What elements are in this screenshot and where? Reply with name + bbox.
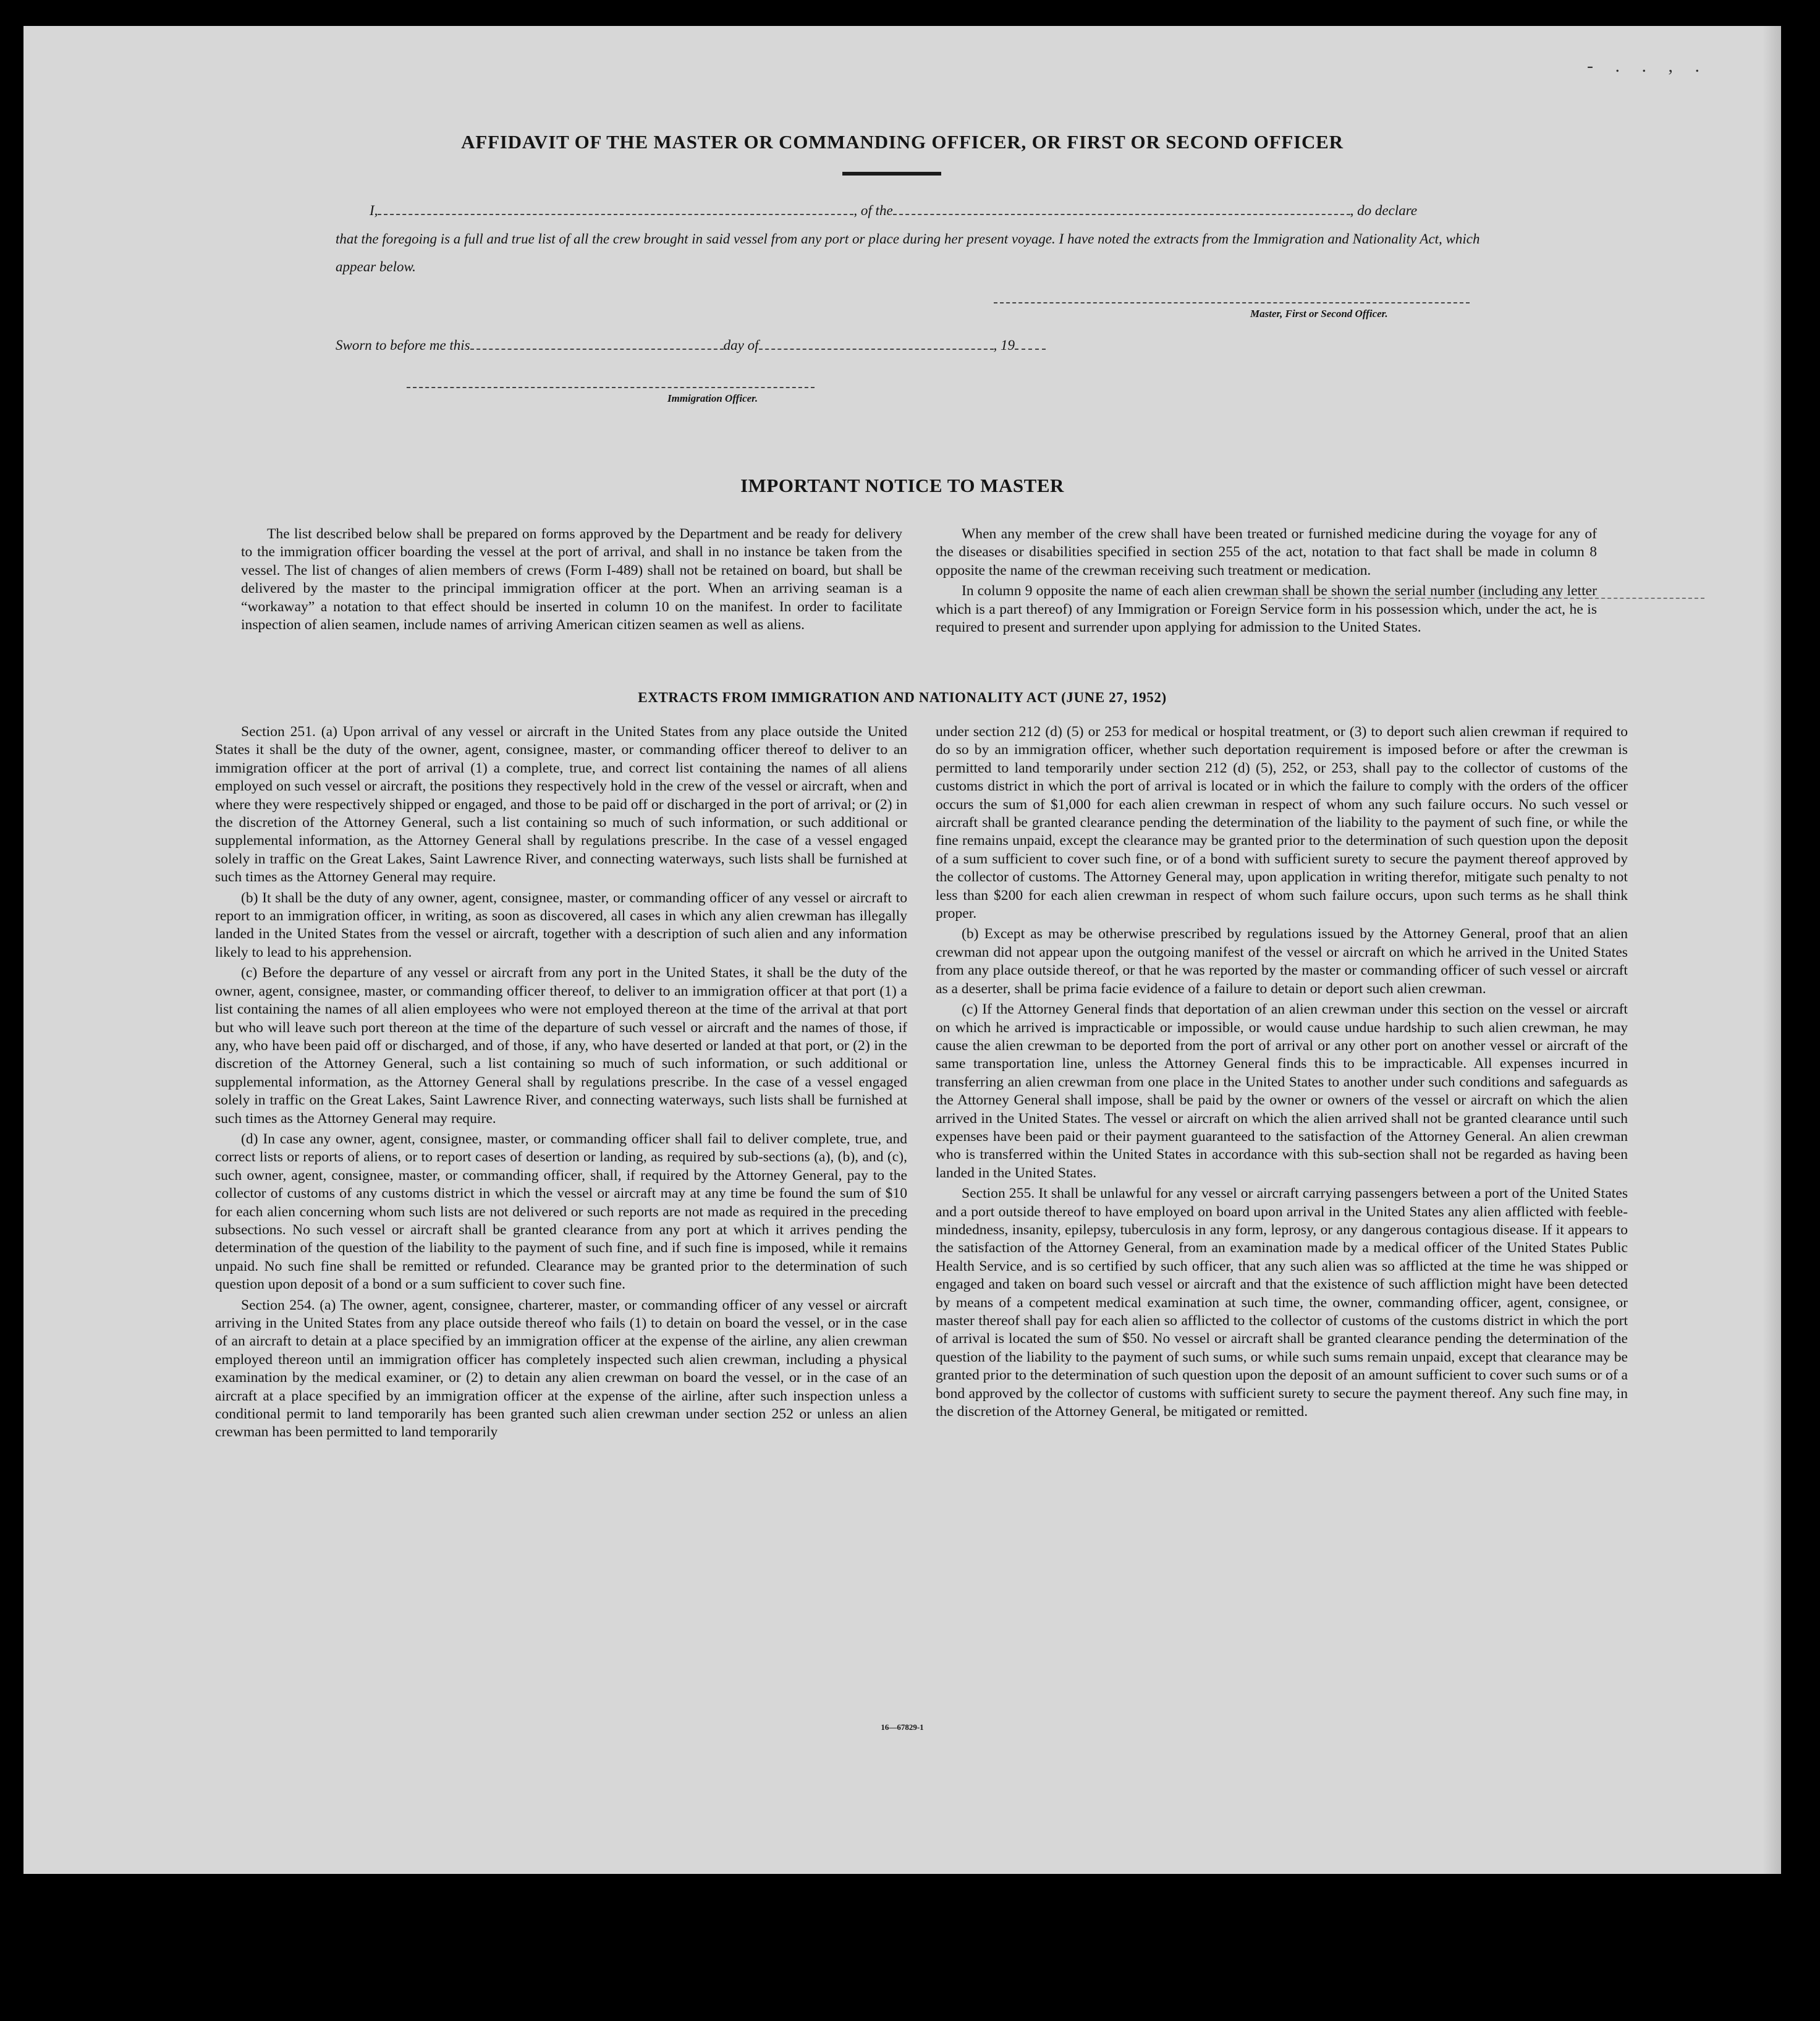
sworn-month-blank[interactable] (759, 348, 994, 350)
name-blank[interactable] (378, 213, 853, 215)
notice-left-paragraph: The list described below shall be prepared on forms approved by the Department and be ready for delivery to the immigration officer boarding the vessel at the port of arrival, and shall in no instance be taken from the vessel. The list of changes of alien members of crews (Form I-489) shall not be retained on board, but shall be delivered by the master to the principal immigration officer at the port. When an arriving seaman is a “workaway” a notation to that effect should be inserted in column 10 on the manifest. In order to facilitate inspection of alien seamen, include names of arriving American citizen seamen as well as aliens. (241, 526, 902, 633)
extracts-right-column (936, 723, 1628, 1423)
sworn-day-label: day of (723, 337, 759, 353)
page-edge-shadow (1763, 26, 1781, 1874)
section-251-c: (c) Before the departure of any vessel or aircraft from any port in the United States, it shall be the duty of the owner, agent, consignee, master, or commanding officer thereof, to deliver to an immigration officer at that port (1) a list containing the names of all alien employees who were not employed thereon at the time of the arrival at that port but who will leave such port thereon at the time of the departure of such vessel or aircraft and the names of those, if any, who have been paid off or discharged, and of those, if any, who have deserted or landed at that port, or (2) in the discretion of the Attorney General, such a list containing so much of such information, or such additional or supplemental information, as the Attorney General shall by regulations prescribe. In the case of a vessel engaged solely in traffic on the Great Lakes, Saint Lawrence River, and connecting waterways, such lists shall be furnished at such times as the Attorney General may require. (215, 965, 907, 1127)
officer-signature-line[interactable] (407, 387, 815, 388)
extracts-left-column (215, 723, 907, 1444)
section-251-a: Section 251. (a) Upon arrival of any vessel or aircraft in the United States from any place outside the United States it shall be the duty of the owner, agent, consignee, master, or commanding officer thereof to deliver to an immigration officer at the port of arrival (1) a complete, true, and correct list containing the names of all aliens employed on such vessel or aircraft, the positions they respectively hold in the crew of the vessel or aircraft, when and where they were respectively shipped or engaged, and those to be paid off or discharged in the port of arrival; or (2) in the discretion of the Attorney General, such a list containing so much of such information, or such additional or supplemental information, as the Attorney General shall by regulations prescribe. In the case of a vessel engaged solely in traffic on the Great Lakes, Saint Lawrence River, and connecting waterways, such lists shall be furnished at such times as the Attorney General may require. (215, 724, 907, 886)
affidavit-title: AFFIDAVIT OF THE MASTER OR COMMANDING OFFICER, OR FIRST OR SECOND OFFICER (461, 131, 1344, 153)
extracts-title: EXTRACTS FROM IMMIGRATION AND NATIONALITY ACT (JUNE 27, 1952) (638, 690, 1167, 705)
section-254-a-continued: under section 212 (d) (5) or 253 for medical or hospital treatment, or (3) to deport such alien crewman if required to do so by an immigration officer, whether such deportation requirement is imposed before or after the crewman is permitted to land temporarily under section 212 (d) (5), 252, or 253, shall pay to the collector of customs of the customs district in which the port of arrival is located or in which the failure to comply with the orders of the officer occurs the sum of $1,000 for each alien crewman in respect of whom any such failure occurs. No such vessel or aircraft shall be granted clearance pending the determination of the liability to the payment of such fine, or while the fine remains unpaid, except the clearance may be granted prior to the determination of such question upon the deposit of a sum sufficient to cover such fine, or of a bond with sufficient surety to secure the payment thereof approved by the collector of customs. The Attorney General may, upon application in writing therefor, mitigate such penalty to not less than $200 for each alien crewman in respect of whom such failure occurs, upon such terms as he shall think proper. (936, 724, 1628, 922)
sworn-year-label: , 19 (993, 337, 1015, 353)
stray-dashed-line (1247, 598, 1704, 599)
notice-right-paragraph-2: In column 9 opposite the name of each alien crewman shall be shown the serial number (including any letter which is a part thereof) of any Immigration or Foreign Service form in his possession which, under the act, he is required to present and surrender upon applying for admission to the United States. (936, 583, 1597, 636)
declaration-suffix: , do declare (1350, 203, 1418, 218)
title-underline (842, 172, 941, 176)
declaration-line (370, 203, 1417, 219)
sworn-day-blank[interactable] (470, 348, 724, 350)
notice-left-column (241, 525, 902, 637)
section-254-a: Section 254. (a) The owner, agent, consignee, charterer, master, or commanding officer of any vessel or aircraft arriving in the United States from any place outside thereof who fails (1) to detain on board the vessel, or in the case of an aircraft to detain at a place specified by an immigration officer at the expense of the airline, any alien crewman employed thereon until an immigration officer has completely inspected such alien crewman, including a physical examination by the medical examiner, or (2) to detain any alien crewman on board the vessel, or in the case of an aircraft at a place specified by an immigration officer at the expense of the airline, after such inspection unless a conditional permit to land temporarily has been granted such alien crewman under section 252 or unless an alien crewman has been permitted to land temporarily (215, 1297, 907, 1441)
document-page (23, 26, 1781, 1874)
affidavit-statement: that the foregoing is a full and true list of all the crew brought in said vessel from any port or place during her present voyage. I have noted the extracts from the Immigration and Nationality Act, which appear below. (336, 231, 1480, 274)
notice-right-paragraph-1: When any member of the crew shall have been treated or furnished medicine during the voyage for any of the diseases or disabilities specified in section 255 of the act, notation to that fact shall be made in column 8 opposite the name of the crewman receiving such treatment or medication. (936, 526, 1597, 578)
officer-signature-caption: Immigration Officer. (667, 392, 758, 404)
master-signature-caption: Master, First or Second Officer. (1250, 308, 1388, 320)
sworn-year-blank[interactable] (1015, 348, 1046, 350)
section-251-b: (b) It shall be the duty of any owner, agent, consignee, master, or commanding officer of any vessel or aircraft to report to an immigration officer, in writing, as soon as discovered, all cases in which any alien crewman has illegally landed in the United States from the vessel or aircraft, together with a description of such alien and any information likely to lead to his apprehension. (215, 889, 907, 960)
vessel-blank[interactable] (893, 213, 1350, 215)
form-number: 16—67829-1 (881, 1722, 924, 1732)
sworn-line (336, 337, 1046, 354)
notice-right-column (936, 525, 1597, 639)
declaration-of-the: , of the (853, 203, 893, 218)
corner-marks: - . . , . (1587, 56, 1708, 76)
sworn-prefix: Sworn to before me this (336, 337, 470, 353)
section-254-c: (c) If the Attorney General finds that deportation of an alien crewman under this section on the vessel or aircraft on which he arrived is impracticable or impossible, or would cause undue hardship to such alien crewman, he may cause the alien crewman to be deported from the port of arrival or any other port on another vessel or aircraft of the same transportation line, unless the Attorney General finds this to be impracticable. All expenses incurred in transferring an alien crewman from one place in the United States to another under such conditions and safeguards as the Attorney General shall impose, shall be paid by the owner or owners of the vessel or aircraft on which the alien arrived in the United States. The vessel or aircraft on which the alien arrived shall not be granted clearance until such expenses have been paid or their payment guaranteed to the satisfaction of the Attorney General. An alien crewman who is transferred within the United States in accordance with this sub-section shall not be regarded as having been landed in the United States. (936, 1001, 1628, 1181)
section-251-d: (d) In case any owner, agent, consignee, master, or commanding officer shall fail to deliver complete, true, and correct lists or reports of aliens, or to report cases of desertion or landing, as required by sub-sections (a), (b), and (c), such owner, agent, consignee, master, or commanding officer, shall, if required by the Attorney General, pay to the collector of customs of any customs district in which the vessel or aircraft may at any time be found the sum of $10 for each alien concerning whom such lists are not delivered or such reports are not made as required in the preceding subsections. No such vessel or aircraft shall be granted clearance from any port at which it arrives pending the determination of the question of the liability to the payment of such fine, and if such fine is imposed, while it remains unpaid. No such fine shall be remitted or refunded. Clearance may be granted prior to the determination of such question upon deposit of a bond or a sum sufficient to cover such fine. (215, 1130, 907, 1293)
declaration-prefix: I, (370, 203, 378, 218)
section-254-b: (b) Except as may be otherwise prescribed by regulations issued by the Attorney General, proof that an alien crewman did not appear upon the outgoing manifest of the vessel or aircraft on which he arrived in the United States from any place outside thereof, or that he was reported by the master or commanding officer of such vessel or aircraft as a deserter, shall be prima facie evidence of a failure to detain or deport such alien crewman. (936, 926, 1628, 997)
section-255: Section 255. It shall be unlawful for any vessel or aircraft carrying passengers between a port of the United States and a port outside thereof to have employed on board upon arrival in the United States any alien afflicted with feeble-mindedness, insanity, epilepsy, tuberculosis in any form, leprosy, or any dangerous contagious disease. If it appears to the satisfaction of the Attorney General, from an examination made by a medical officer of the United States Public Health Service, and is so certified by such officer, that any such alien was so afflicted at the time he was shipped or engaged and taken on board such vessel or aircraft and that the existence of such affliction might have been detected by means of a competent medical examination at such time, the owner, commanding officer, agent, consignee, or master thereof shall pay for each alien so afflicted to the collector of customs of the customs district in which the port of arrival is located the sum of $50. No vessel or aircraft shall be granted clearance pending the determination of the question of the liability to the payment of such sums, or while such sums remain unpaid, except that clearance may be granted prior to the determination of such question upon the deposit of an amount sufficient to cover such sums or of a bond approved by the collector of customs with sufficient surety to secure the payment thereof. Any such fine may, in the discretion of the Attorney General, be mitigated or remitted. (936, 1185, 1628, 1420)
master-signature-line[interactable] (994, 302, 1470, 303)
notice-title: IMPORTANT NOTICE TO MASTER (740, 475, 1064, 496)
